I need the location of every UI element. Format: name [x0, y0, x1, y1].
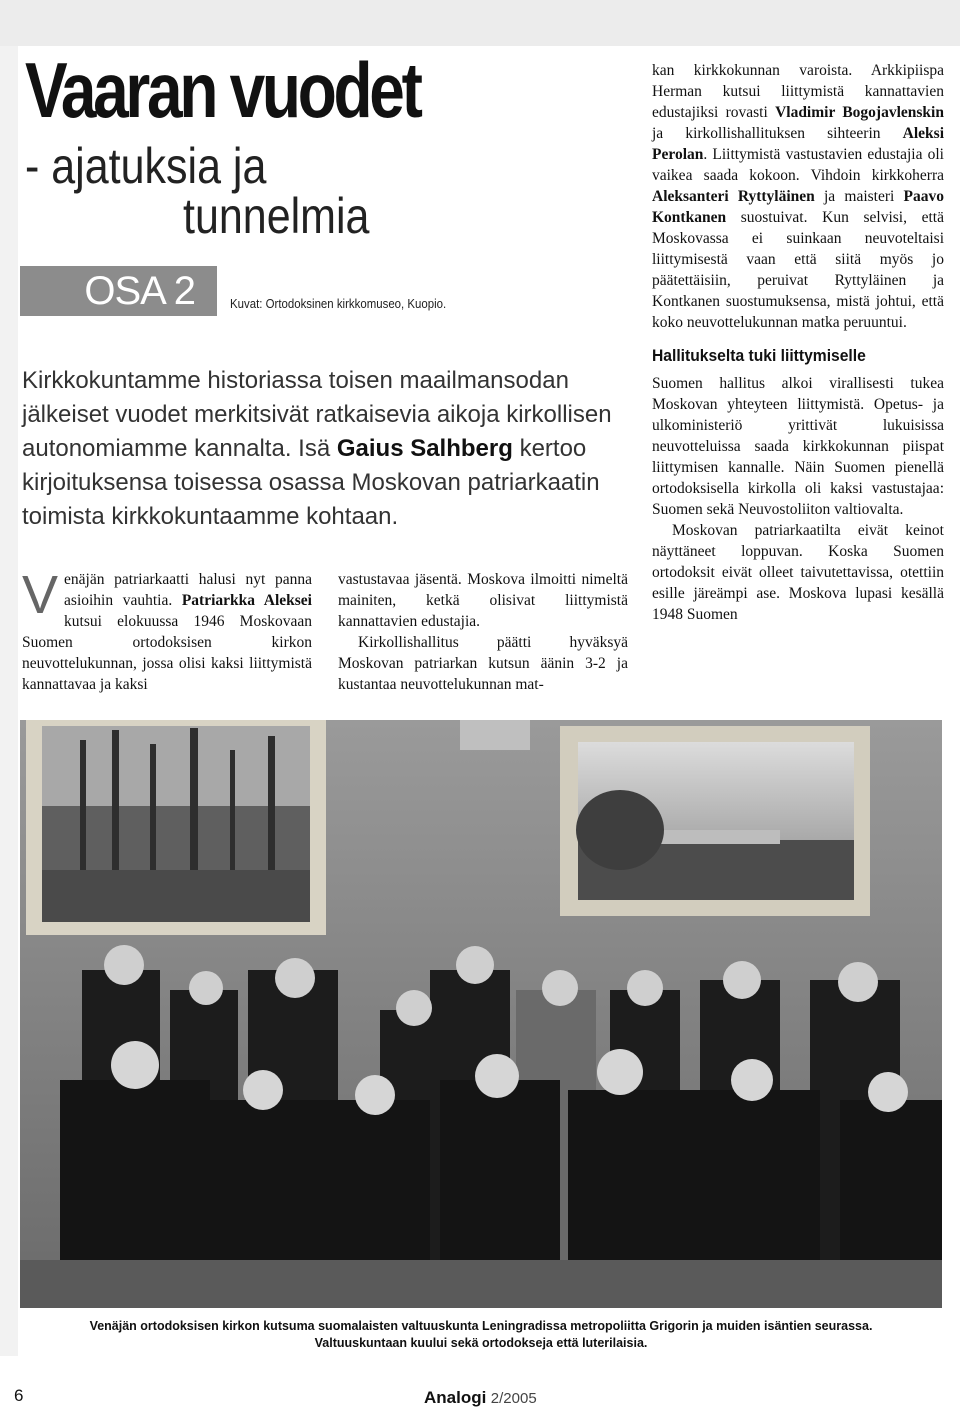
col3-text-a: kan kirkkokunnan varoista. Arkkipiispa Herman kutsui liittymistä kannattavien edustajiksi rovasti: [652, 62, 944, 121]
col3-text-d: ja maisteri: [814, 188, 904, 205]
col3-paragraph-3: Moskovan patriarkaatilta eivät keinot näyttäneet loppuvan. Koska Suomen ortodoksit eivät olleet taivutettavissa, otettiin esille järeämpi ase. Moskova lupasi kesällä 1948 Suomen: [652, 522, 944, 623]
photo-caption: [20, 1318, 942, 1352]
body-column-3: [652, 60, 944, 625]
painting-lake: [560, 726, 870, 916]
col3-text-e: suostuivat. Kun selvisi, että Moskovassa ei suinkaan neuvoteltaisi liittymisestä vaan että siitä myös jo päätettäisiin, peruivat Ryttyläinen ja Kontkanen suostumuksensa, mistä johtui, että koko neuvottelukunnan matka peruuntui.: [652, 209, 944, 331]
col3-text-c: . Liittymistä vastustavien edustajia oli vaikea saada kokoon. Vihdoin kirkkoherra: [652, 146, 944, 184]
ingress-author: Gaius Salhberg: [336, 435, 513, 462]
page-number: 6: [14, 1386, 24, 1405]
ingress-text-before: Kirkkokuntamme historiassa toisen maailmansodan jälkeiset vuodet merkitsivät ratkaisevia aikoja kirkollisen autonomiamme kannalta. Isä: [22, 367, 612, 462]
col3-name-4: Paavo Kontkanen: [652, 188, 944, 226]
col3-paragraph-2: Suomen hallitus alkoi virallisesti tukea Moskovan yhteyteen liittymistä. Opetus- ja ulkoministeriö yrittivät lukuisissa neuvotteluissa saada kirkkokunnan piispat liittymisen kannalle. Näin Suomen pienellä ortodoksisella kirkolla oli kaksi vastustajaa: Suomen sekä Neuvostoliiton valtiovalta.: [652, 375, 944, 518]
col2-paragraph-2: Kirkollishallitus päätti hyväksyä Moskovan patriarkan kutsun äänin 3-2 ja kustantaa neuvottelukunnan mat-: [338, 634, 628, 693]
col1-name-patriarch: Patriarkka Aleksei: [181, 592, 312, 609]
article-title: Vaaran vuodet: [25, 46, 420, 134]
drop-cap: V: [22, 565, 59, 625]
col1-paragraph-1: [22, 565, 312, 695]
photo-credit: Kuvat: Ortodoksinen kirkkomuseo, Kuopio.: [230, 296, 447, 311]
col1-text-a: enäjän patriarkaatti halusi nyt panna asioihin vauhtia.: [64, 571, 312, 609]
col3-name-3: Aleksanteri Ryttyläinen: [652, 188, 815, 205]
painting-forest: [26, 720, 326, 935]
col3-paragraph-1: [652, 60, 944, 333]
article-ingress: [22, 364, 662, 534]
article-subtitle-line1: - ajatuksia ja: [25, 138, 267, 194]
body-column-2: [338, 569, 628, 695]
ingress-text-after: kertoo kirjoituksensa toisessa osassa Moskovan patriarkaatin toimista kirkkokuntaamme kohtaan.: [22, 435, 600, 530]
section-heading: Hallitukselta tuki liittymiselle: [652, 346, 866, 365]
article-subtitle-line2: tunnelmia: [183, 188, 370, 244]
body-column-1: [22, 565, 312, 695]
group-photo: [20, 720, 942, 1308]
magazine-name: Analogi: [424, 1388, 487, 1407]
col1-text-b: kutsui elokuussa 1946 Moskovaan Suomen ortodoksisen kirkon neuvottelukunnan, jossa olisi kaksi liittymistä kannattavaa ja kaksi: [22, 613, 312, 693]
caption-line-2: Valtuuskuntaan kuului sekä ortodokseja että luterilaisia.: [314, 1336, 648, 1350]
magazine-issue: 2/2005: [490, 1390, 537, 1407]
col2-paragraph-1: vastustavaa jäsentä. Moskova ilmoitti nimeltä mainiten, ketkä olisivat liittymistä kannattavien edustajia.: [338, 571, 628, 630]
part-label: OSA 2: [20, 266, 217, 316]
magazine-footer: [424, 1388, 537, 1408]
side-band: [0, 46, 18, 1356]
col3-name-2: Aleksi Perolan: [652, 125, 944, 163]
col3-text-b: ja kirkollishallituksen sihteerin: [652, 125, 903, 142]
top-band: [0, 0, 960, 46]
caption-line-1: Venäjän ortodoksisen kirkon kutsuma suomalaisten valtuuskunta Leningradissa metropoliitta Grigorin ja muiden isäntien seurassa.: [89, 1319, 873, 1333]
col3-name-1: Vladimir Bogojavlenskin: [775, 104, 944, 121]
